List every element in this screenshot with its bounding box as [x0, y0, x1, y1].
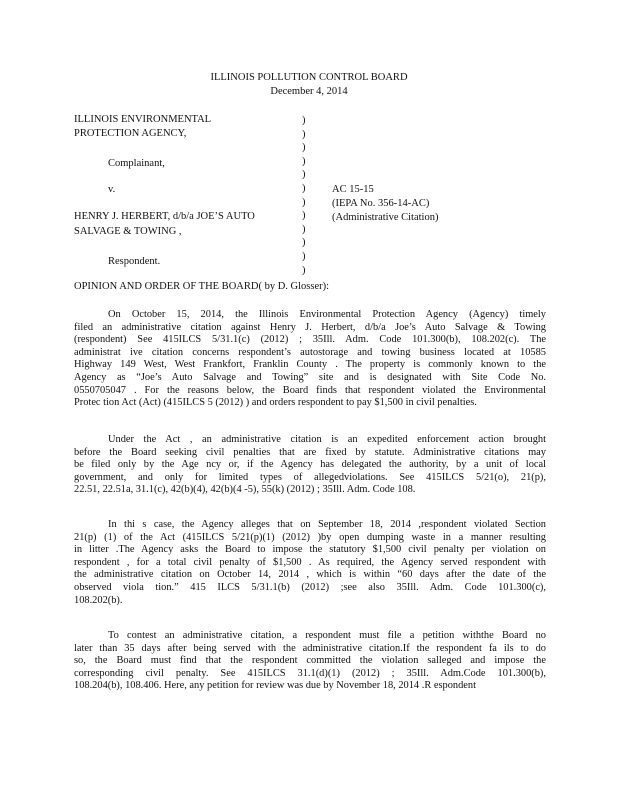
caption-paren: ) — [302, 250, 306, 262]
text-line: 21(p) (1) of the Act (415ILCS 5/21(p)(1) (2012) )by open dumping waste in a manner resulting — [74, 531, 546, 543]
paragraph-3 — [74, 519, 546, 607]
complainant-name-line1: ILLINOIS ENVIRONMENTAL — [74, 114, 212, 125]
text-line: before the Board seeking civil penalties that are fixed by statute. Administrative citations may — [74, 446, 546, 458]
text-line: respondent , for a total civil penalty of $1,500 . As required, the Agency served respondent with — [74, 556, 546, 568]
complainant-name-line2: PROTECTION AGENCY, — [74, 128, 187, 139]
caption-paren: ) — [302, 169, 306, 181]
citation-type: (Administrative Citation) — [332, 212, 439, 223]
case-number: AC 15-15 — [332, 184, 374, 195]
iepa-number: (IEPA No. 356-14-AC) — [332, 198, 430, 209]
caption-paren: ) — [302, 196, 306, 208]
text-line: In thi s case, the Agency alleges that on September 18, 2014 ,respondent violated Section — [108, 519, 546, 530]
text-line: Under the Act , an administrative citation is an expedited enforcement action brought — [108, 434, 546, 445]
text-line: later than 35 days after being served with the administrative citation.If the respondent fa ils to do — [74, 642, 546, 654]
text-line: be filed only by the Age ncy or, if the Agency has delegated the authority, by a unit of local — [74, 459, 546, 471]
caption-paren: ) — [302, 182, 306, 194]
paragraph-4 — [74, 630, 546, 693]
caption-paren: ) — [302, 237, 306, 249]
caption-paren: ) — [302, 142, 306, 154]
caption-paren: ) — [302, 128, 306, 140]
respondent-name-line2: SALVAGE & TOWING , — [74, 226, 182, 237]
text-line: so, the Board must find that the respondent committed the violation salleged and impose the — [74, 655, 546, 667]
text-line: 0550705047 . For the reasons below, the Board finds that respondent violated the Environmental — [74, 384, 546, 396]
text-line: in litter .The Agency asks the Board to impose the statutory $1,500 civil penalty per violation on — [74, 544, 546, 556]
text-line: Protec tion Act (Act) (415ILCS 5 (2012) ) and orders respondent to pay $1,500 in civil penalties. — [74, 397, 477, 409]
caption-paren: ) — [302, 223, 306, 235]
caption-paren: ) — [302, 115, 306, 126]
caption-parenthesis-column — [302, 114, 306, 277]
paragraph-1 — [74, 309, 546, 410]
opinion-title: OPINION AND ORDER OF THE BOARD( by D. Glosser): — [74, 281, 330, 292]
text-line: 108.204(b), 108.406. Here, any petition for review was due by November 18, 2014 .R espondent — [74, 680, 476, 692]
paragraph-2 — [74, 434, 546, 497]
text-line: (respondent) See 415ILCS 5/31.1(c) (2012) ; 35Ill. Adm. Code 101.300(b), 108.202(c). The — [74, 334, 546, 346]
board-name-heading: ILLINOIS POLLUTION CONTROL BOARD — [210, 72, 408, 83]
text-line: filed an administrative citation against Henry J. Herbert, d/b/a Joe’s Auto Salvage & Towing — [74, 321, 546, 333]
versus-label: v. — [108, 184, 116, 195]
caption-paren: ) — [302, 264, 306, 276]
caption-paren: ) — [302, 210, 306, 222]
text-line: 22.51, 22.51a, 31.1(c), 42(b)(4), 42(b)(4 -5), 55(k) (2012) ; 35Ill. Adm. Code 108. — [74, 484, 416, 496]
text-line: Agency as “Joe’s Auto Salvage and Towing” site and is designated with Site Code No. — [74, 371, 546, 383]
text-line: government, and only for limited types of allegedviolations. See 415ILCS 5/21(o), 21(p), — [74, 471, 546, 483]
text-line: To contest an administrative citation, a respondent must file a petition withthe Board no — [108, 630, 546, 641]
text-line: the administrative citation on October 14, 2014 , which is within “60 days after the date of the — [74, 569, 546, 581]
respondent-name-line1: HENRY J. HERBERT, d/b/a JOE’S AUTO — [74, 211, 255, 222]
decision-date: December 4, 2014 — [270, 86, 348, 97]
text-line: corresponding civil penalty. See 415ILCS 31.1(d)(1) (2012) ; 35Ill. Adm.Code 101.300(b), — [74, 667, 546, 679]
text-line: 108.202(b). — [74, 594, 123, 606]
text-line: Highway 149 West, West Frankfort, Franklin County . The property is commonly known to the — [74, 359, 546, 371]
text-line: On October 15, 2014, the Illinois Environmental Protection Agency (Agency) timely — [108, 309, 546, 320]
caption-paren: ) — [302, 155, 306, 167]
complainant-label: Complainant, — [108, 158, 165, 169]
text-line: administrat ive citation concerns respondent’s autostorage and towing business located at 10585 — [74, 346, 546, 358]
respondent-label: Respondent. — [108, 256, 161, 267]
text-line: observed viola tion.” 415 ILCS 5/31.1(b) (2012) ;see also 35Ill. Adm. Code 101.300(c), — [74, 581, 546, 593]
